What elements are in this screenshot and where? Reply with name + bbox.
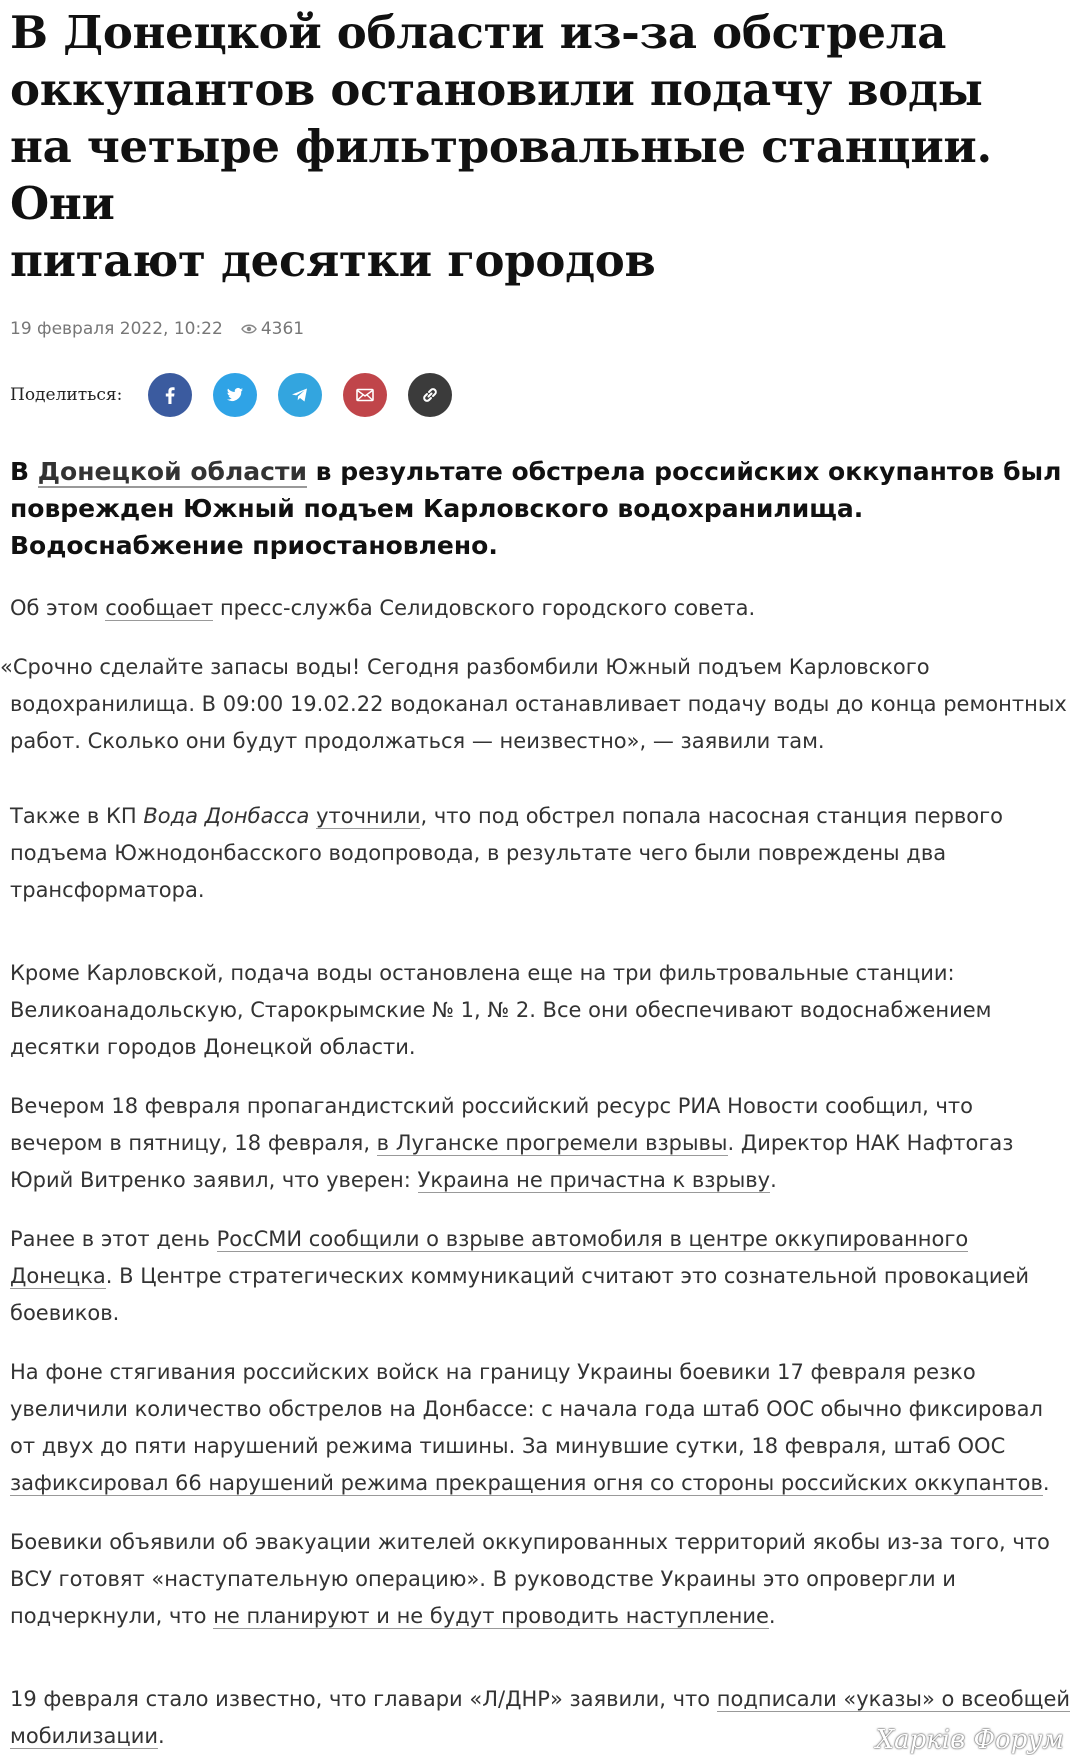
- share-facebook-button[interactable]: [148, 373, 192, 417]
- lead-text: в результате обстрела российских оккупантов был поврежден Южный подъем Карловского водохранилища. Водоснабжение приостановлено.: [10, 457, 1062, 560]
- article: [0, 4, 1080, 1755]
- text: Об этом: [10, 596, 106, 620]
- source-link[interactable]: сообщает: [105, 596, 214, 620]
- text: пресс-служба Селидовского городского совета.: [213, 596, 756, 620]
- mail-icon: [353, 383, 377, 407]
- share-telegram-button[interactable]: [278, 373, 322, 417]
- text: Вечером 18 февраля пропагандистский российский ресурс РИА Новости сообщил, что вечером в пятницу, 18 февраля,: [10, 1094, 974, 1155]
- paragraph: [10, 1221, 1070, 1332]
- text: .: [1042, 1471, 1050, 1495]
- title-line: питают десятки городов: [10, 234, 656, 287]
- ukraine-not-involved-link[interactable]: Украина не причастна к взрыву: [417, 1168, 771, 1192]
- text: На фоне стягивания российских войск на границу Украины боевики 17 февраля резко увеличили количество обстрелов на Донбассе: с начала года штаб ООС обычно фиксировал от двух до пяти нарушений режима тишины. За минувшие сутки, 18 февраля, штаб ООС: [10, 1360, 1043, 1458]
- paragraph: Кроме Карловской, подача воды остановлена еще на три фильтровальные станции: Великоанадольскую, Старокрымские № 1, № 2. Все они обеспечивают водоснабжением десятки городов Донецкой области.: [10, 961, 992, 1059]
- publish-date: 19 февраля 2022, 10:22: [10, 319, 223, 339]
- text: .: [157, 1724, 165, 1748]
- text: .: [770, 1168, 777, 1192]
- view-count-value: 4361: [260, 319, 305, 339]
- share-twitter-button[interactable]: [213, 373, 257, 417]
- paragraph: [10, 1354, 1070, 1502]
- link-icon: [418, 383, 442, 407]
- title-line: В Донецкой области из-за обстрела: [10, 6, 947, 59]
- company-name: Вода Донбасса: [143, 804, 310, 828]
- share-email-button[interactable]: [343, 373, 387, 417]
- copy-link-button[interactable]: [408, 373, 452, 417]
- text: Боевики объявили об эвакуации жителей оккупированных территорий якобы из-за того, что ВСУ готовят «наступательную операцию». В руководстве Украины это опровергли и подчеркнули, что: [10, 1530, 1050, 1628]
- quote-paragraph: [0, 649, 1070, 760]
- text: . Директор НАК Нафтогаз Юрий Витренко заявил, что уверен:: [10, 1131, 1014, 1192]
- title-line: оккупантов остановили подачу воды: [10, 63, 983, 116]
- text: , что под обстрел попала насосная станция первого подъема Южнодонбасского водопровода, в результате чего были повреждены два трансформатора.: [10, 804, 1003, 902]
- text: Ранее в этот день: [10, 1227, 217, 1251]
- article-title: [10, 4, 1070, 289]
- mobilization-decrees-link[interactable]: подписали «указы» о всеобщей мобилизации: [10, 1687, 1071, 1748]
- article-lead: [10, 453, 1070, 564]
- article-meta: [10, 319, 1070, 339]
- no-offensive-link[interactable]: не планируют и не будут проводить наступление: [213, 1604, 769, 1628]
- text: . В Центре стратегических коммуникаций считают это сознательной провокацией боевиков.: [10, 1264, 1030, 1325]
- watermark: Харків Форум: [875, 1725, 1064, 1755]
- eye-icon: [241, 323, 257, 335]
- quote-text: «Срочно сделайте запасы воды! Сегодня разбомбили Южный подъем Карловского: [0, 655, 930, 679]
- title-line: на четыре фильтровальные станции. Они: [10, 120, 992, 230]
- text: .: [768, 1604, 776, 1628]
- share-label: Поделиться:: [10, 385, 123, 405]
- clarified-link[interactable]: уточнили: [316, 804, 421, 828]
- lugansk-explosions-link[interactable]: в Луганске прогремели взрывы: [376, 1131, 728, 1155]
- quote-text: водохранилища. В 09:00 19.02.22 водоканал останавливает подачу воды до конца ремонтных работ. Сколько они будут продолжаться — неизвестно», — заявили там.: [10, 692, 1067, 753]
- donetsk-region-link[interactable]: Донецкой области: [37, 457, 307, 486]
- telegram-icon: [288, 383, 312, 407]
- facebook-icon: [158, 383, 182, 407]
- paragraph: [10, 590, 1070, 627]
- view-count: [241, 319, 304, 339]
- paragraph: [10, 1524, 1070, 1635]
- car-explosion-link[interactable]: РосСМИ сообщили о взрыве автомобиля в центре оккупированного Донецка: [10, 1227, 969, 1288]
- text: 19 февраля стало известно, что главари «Л/ДНР» заявили, что: [10, 1687, 717, 1711]
- paragraph: [10, 1088, 1070, 1199]
- lead-text: В: [10, 457, 38, 486]
- ceasefire-violations-link[interactable]: зафиксировал 66 нарушений режима прекращения огня со стороны российских оккупантов: [10, 1471, 1043, 1495]
- text: Также в КП: [10, 804, 144, 828]
- paragraph: [10, 798, 1070, 909]
- share-bar: [10, 373, 1070, 417]
- twitter-icon: [223, 383, 247, 407]
